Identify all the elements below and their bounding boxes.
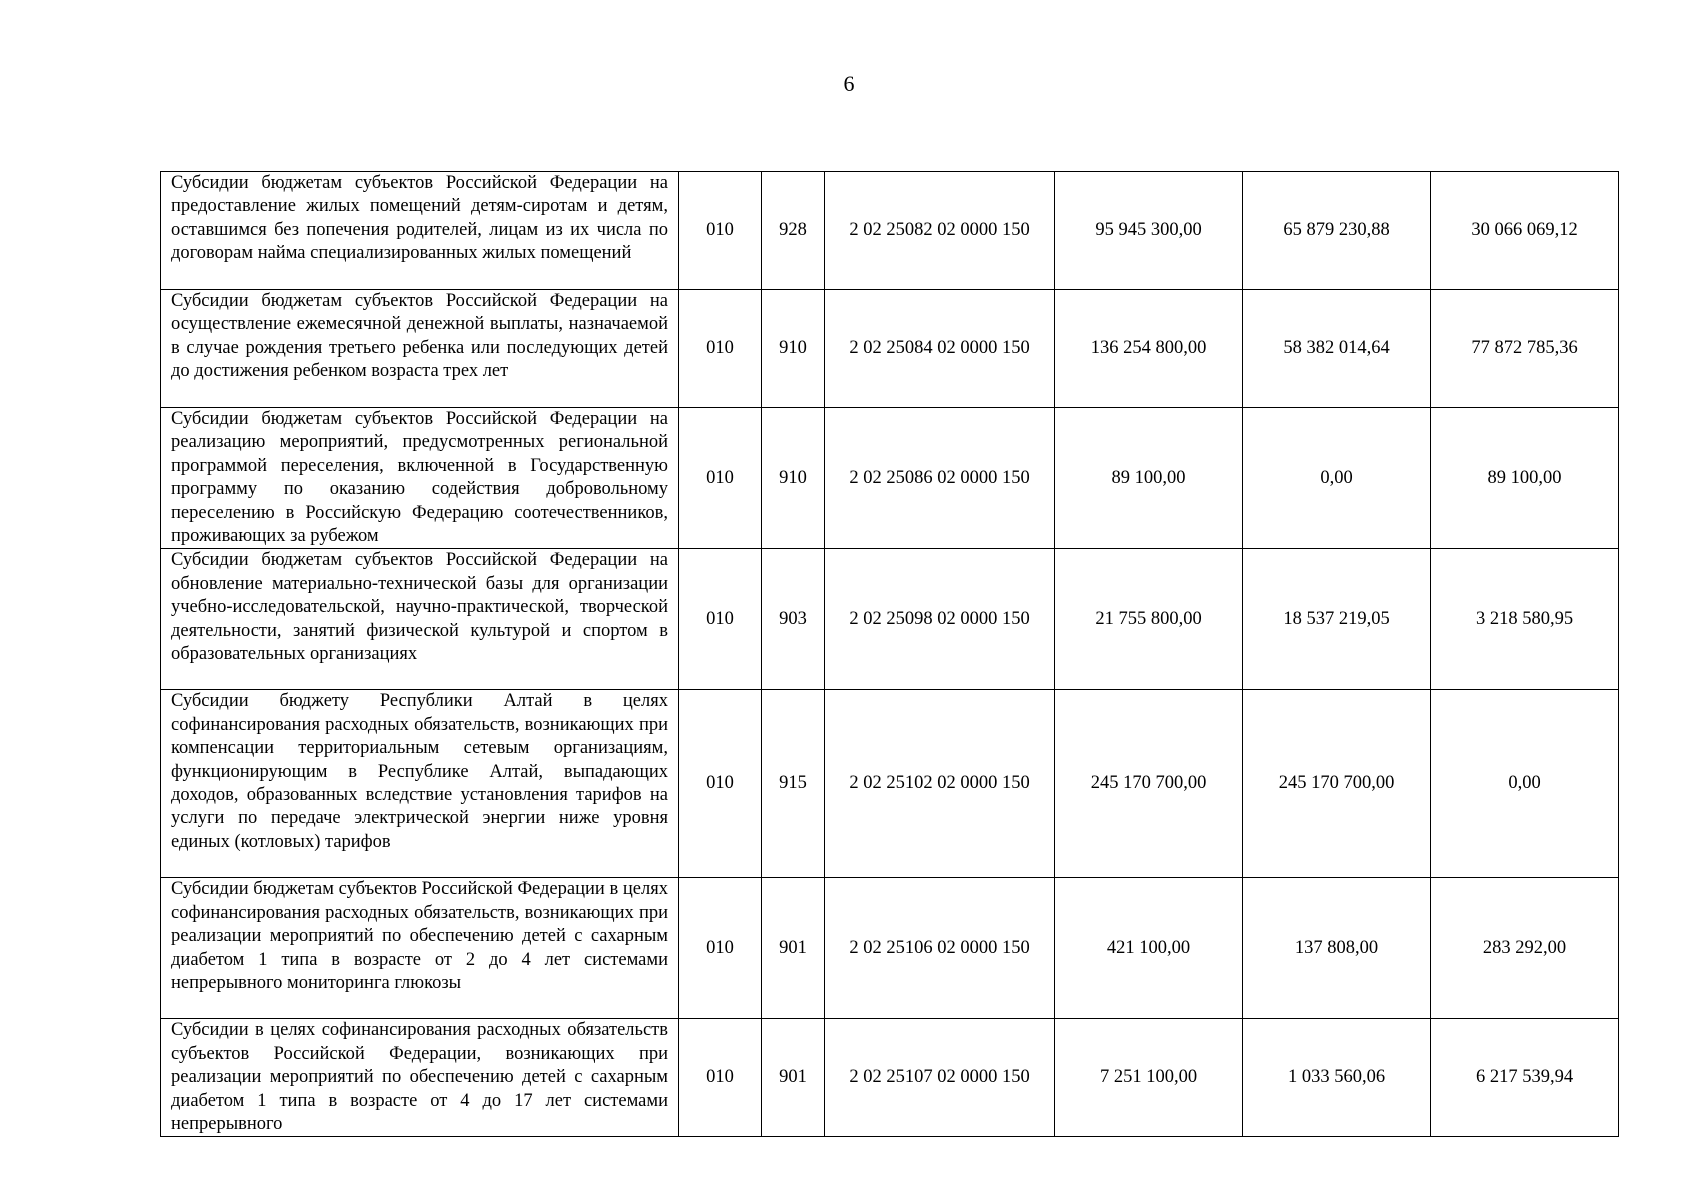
budget-table [160, 171, 1619, 1137]
row-description: Субсидии бюджету Республики Алтай в целях софинансирования расходных обязательств, возникающих при компенсации территориальным сетевым организациям, функционирующим в Республике Алтай, выпадающих доходов, образованных вследствие установления тарифов на услуги по передаче электрической энергии ниже уровня единых (котловых) тарифов [161, 690, 679, 878]
row-description: Субсидии бюджетам субъектов Российской Федерации на предоставление жилых помещений детям-сиротам и детям, оставшимся без попечения родителей, лицам из их числа по договорам найма специализированных жилых помещений [161, 172, 679, 290]
row-admin: 910 [762, 408, 825, 549]
table-row [161, 878, 1619, 1019]
table-row [161, 172, 1619, 290]
page-number: 6 [843, 71, 855, 96]
row-admin: 928 [762, 172, 825, 290]
row-executed: 1 033 560,06 [1243, 1019, 1431, 1137]
row-admin: 915 [762, 690, 825, 878]
row-code: 2 02 25098 02 0000 150 [825, 549, 1055, 690]
row-admin: 901 [762, 878, 825, 1019]
row-executed: 58 382 014,64 [1243, 290, 1431, 408]
row-plan: 136 254 800,00 [1055, 290, 1243, 408]
table-row [161, 290, 1619, 408]
row-admin: 903 [762, 549, 825, 690]
row-section: 010 [679, 878, 762, 1019]
row-section: 010 [679, 290, 762, 408]
row-code: 2 02 25106 02 0000 150 [825, 878, 1055, 1019]
table-row [161, 408, 1619, 549]
table-row [161, 549, 1619, 690]
row-remainder: 283 292,00 [1431, 878, 1619, 1019]
row-plan: 245 170 700,00 [1055, 690, 1243, 878]
row-code: 2 02 25082 02 0000 150 [825, 172, 1055, 290]
row-section: 010 [679, 408, 762, 549]
row-section: 010 [679, 172, 762, 290]
row-code: 2 02 25102 02 0000 150 [825, 690, 1055, 878]
row-remainder: 0,00 [1431, 690, 1619, 878]
row-section: 010 [679, 690, 762, 878]
row-plan: 7 251 100,00 [1055, 1019, 1243, 1137]
row-remainder: 3 218 580,95 [1431, 549, 1619, 690]
row-remainder: 77 872 785,36 [1431, 290, 1619, 408]
row-description: Субсидии бюджетам субъектов Российской Федерации в целях софинансирования расходных обязательств, возникающих при реализации мероприятий по обеспечению детей с сахарным диабетом 1 типа в возрасте от 2 до 4 лет системами непрерывного мониторинга глюкозы [161, 878, 679, 1019]
row-code: 2 02 25084 02 0000 150 [825, 290, 1055, 408]
row-admin: 910 [762, 290, 825, 408]
row-description: Субсидии бюджетам субъектов Российской Федерации на реализацию мероприятий, предусмотренных региональной программой переселения, включенной в Государственную программу по оказанию содействия добровольному переселению в Российскую Федерацию соотечественников, проживающих за рубежом [161, 408, 679, 549]
row-section: 010 [679, 1019, 762, 1137]
row-executed: 245 170 700,00 [1243, 690, 1431, 878]
table-row [161, 690, 1619, 878]
row-plan: 95 945 300,00 [1055, 172, 1243, 290]
row-code: 2 02 25086 02 0000 150 [825, 408, 1055, 549]
table-row [161, 1019, 1619, 1137]
row-remainder: 30 066 069,12 [1431, 172, 1619, 290]
row-executed: 0,00 [1243, 408, 1431, 549]
row-executed: 137 808,00 [1243, 878, 1431, 1019]
row-description: Субсидии бюджетам субъектов Российской Федерации на обновление материально-технической базы для организации учебно-исследовательской, научно-практической, творческой деятельности, занятий физической культурой и спортом в образовательных организациях [161, 549, 679, 690]
row-executed: 18 537 219,05 [1243, 549, 1431, 690]
row-plan: 89 100,00 [1055, 408, 1243, 549]
row-remainder: 89 100,00 [1431, 408, 1619, 549]
row-executed: 65 879 230,88 [1243, 172, 1431, 290]
row-section: 010 [679, 549, 762, 690]
row-admin: 901 [762, 1019, 825, 1137]
row-remainder: 6 217 539,94 [1431, 1019, 1619, 1137]
row-description: Субсидии бюджетам субъектов Российской Федерации на осуществление ежемесячной денежной выплаты, назначаемой в случае рождения третьего ребенка или последующих детей до достижения ребенком возраста трех лет [161, 290, 679, 408]
row-code: 2 02 25107 02 0000 150 [825, 1019, 1055, 1137]
row-plan: 421 100,00 [1055, 878, 1243, 1019]
row-plan: 21 755 800,00 [1055, 549, 1243, 690]
row-description: Субсидии в целях софинансирования расходных обязательств субъектов Российской Федерации, возникающих при реализации мероприятий по обеспечению детей с сахарным диабетом 1 типа в возрасте от 4 до 17 лет системами непрерывного [161, 1019, 679, 1137]
